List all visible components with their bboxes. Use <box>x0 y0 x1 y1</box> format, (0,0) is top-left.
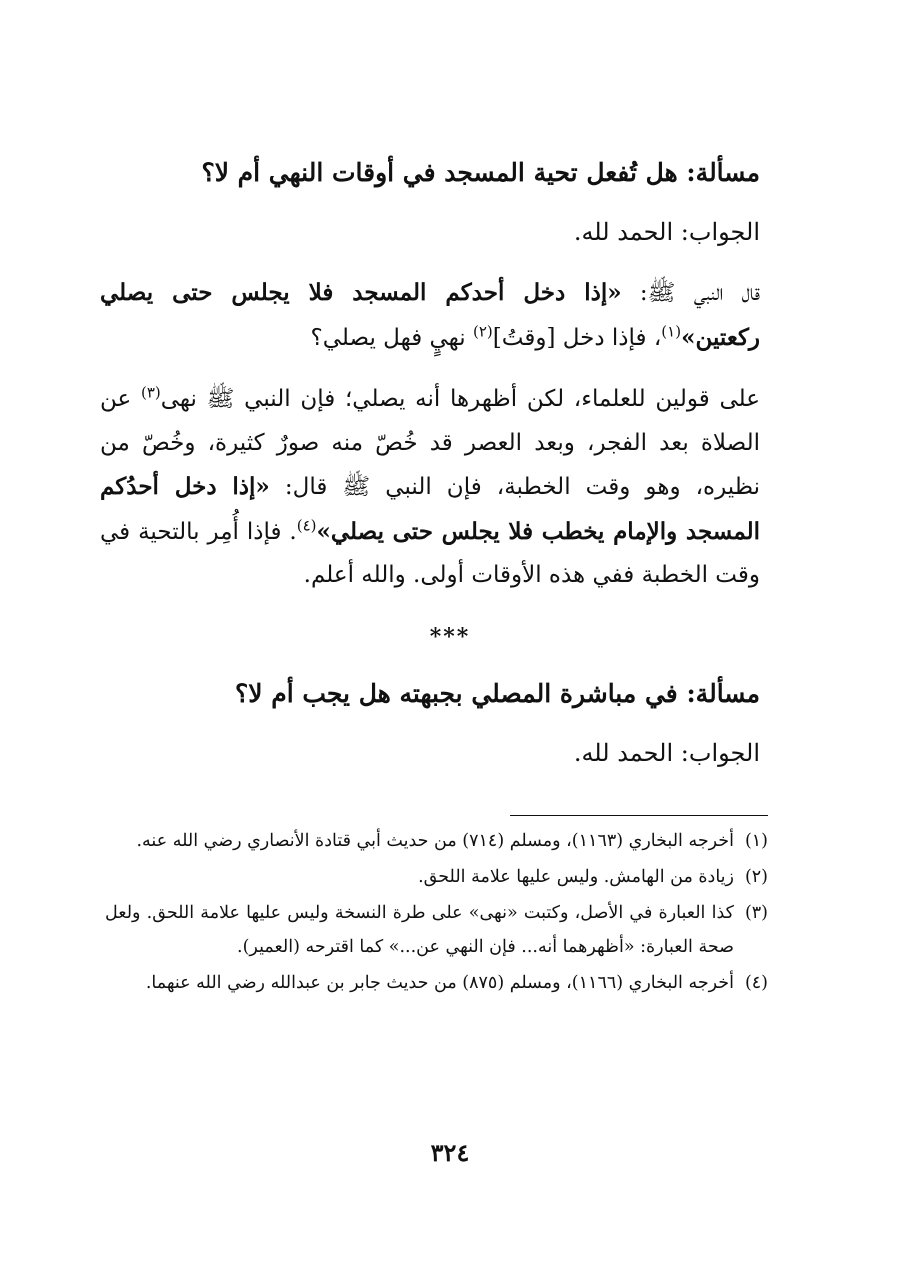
footnote-2 <box>105 860 768 894</box>
answer-line <box>100 733 760 773</box>
footnote-number: (١) <box>744 831 768 851</box>
footnote-divider <box>510 815 768 816</box>
footnote-number: (٤) <box>744 973 768 993</box>
footnote-ref-1: (١) <box>661 321 682 340</box>
footnote-number: (٣) <box>744 903 768 923</box>
footnote-text: أخرجه البخاري (١١٦٣)، ومسلم (٧١٤) من حديث أبي قتادة الأنصاري رضي الله عنه. <box>136 831 734 851</box>
ruling-part-2: عن الصلاة بعد الفجر، وبعد العصر قد خُصّ منه صورٌ كثيرة، وخُصّ من نظيره، وهو وقت الخطبة، فإن النبي ﷺ قال: <box>100 386 761 500</box>
paragraph-ruling <box>100 378 760 598</box>
page-number: ٣٢٤ <box>430 1138 470 1167</box>
answer-line <box>100 212 760 252</box>
footnote-4 <box>105 966 768 1000</box>
question-heading-prostration-forehead <box>100 674 760 714</box>
question-heading-tahiyyat-al-masjid <box>100 153 760 193</box>
question-text: مسألة: في مباشرة المصلي بجبهته هل يجب أم لا؟ <box>235 679 760 708</box>
footnote-ref-4: (٤) <box>296 515 317 534</box>
paragraph-hadith-intro <box>100 271 760 360</box>
answer-text: الجواب: الحمد لله. <box>573 218 760 246</box>
paragraph-tail: نهيٍ فهل يصلي؟ <box>310 324 473 351</box>
hadith-quote: «إذا دخل أحدكم المسجد فلا يجلس حتى يصلي ركعتين» <box>100 279 760 351</box>
ruling-part-1: على قولين للعلماء، لكن أظهرها أنه يصلي؛ فإن النبي ﷺ نهى <box>160 386 760 412</box>
paragraph-lead: قال النبي ﷺ: <box>621 280 760 306</box>
footnote-text: زيادة من الهامش. وليس عليها علامة اللحق. <box>418 867 734 887</box>
footnote-ref-3: (٣) <box>140 383 161 402</box>
question-text: مسألة: هل تُفعل تحية المسجد في أوقات النهي أم لا؟ <box>201 158 760 187</box>
footnote-number: (٢) <box>744 867 768 887</box>
paragraph-mid: ، فإذا دخل [وقتُ] <box>492 324 662 351</box>
ruling-part-3: . فإذا أُمِر بالتحية في وقت الخطبة ففي هذه الأوقات أولى. والله أعلم. <box>100 518 760 588</box>
footnote-ref-2: (٢) <box>473 321 493 340</box>
section-separator: *** <box>429 624 471 650</box>
hadith-quote-khutbah: «إذا دخل أحدُكم المسجد والإمام يخطب فلا يجلس حتى يصلي» <box>100 473 761 545</box>
footnotes <box>105 824 768 1002</box>
footnote-3 <box>105 896 768 964</box>
footnote-text: كذا العبارة في الأصل، وكتبت «نهى» على طرة النسخة وليس عليها علامة اللحق. ولعل صحة العبارة: «أظهرهما أنه... فإن النهي عن...» كما اقترحه (العمير). <box>105 903 734 957</box>
answer-text: الجواب: الحمد لله. <box>573 739 760 767</box>
footnote-text: أخرجه البخاري (١١٦٦)، ومسلم (٨٧٥) من حديث جابر بن عبدالله رضي الله عنهما. <box>145 973 734 993</box>
footnote-1 <box>105 824 768 858</box>
